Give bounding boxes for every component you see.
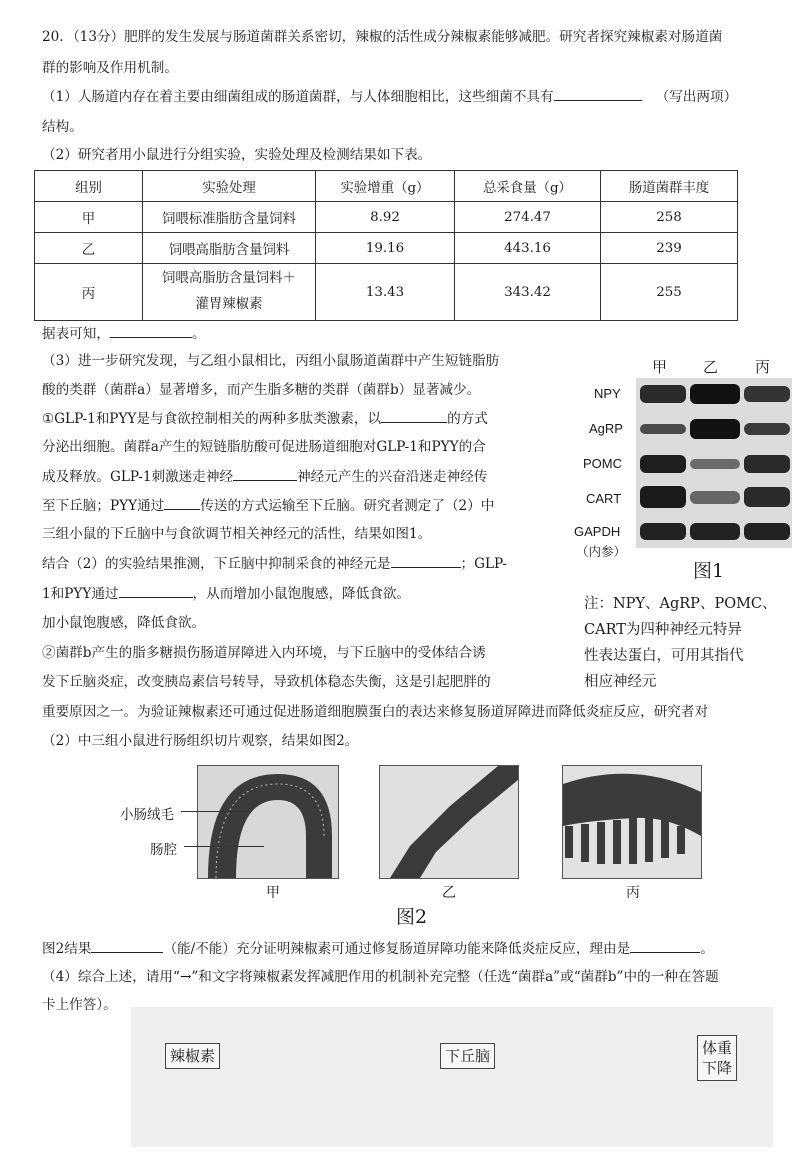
table-cell: 274.47: [455, 202, 601, 233]
table-header-row: [35, 171, 738, 202]
table-header: 实验增重（g）: [316, 171, 455, 202]
after-table-end: 。: [191, 326, 206, 342]
part1-line: [42, 86, 737, 107]
figure1-note-line: 注：NPY、AgRP、POMC、: [584, 596, 777, 612]
part3-line: ②菌群b产生的脂多糖损伤肠道屏障进入内环境，与下丘脑中的受体结合诱: [42, 645, 486, 661]
table-cell: 239: [601, 233, 738, 264]
part1-text-c: 结构。: [42, 119, 83, 135]
fig2-text: （能/不能）充分证明辣椒素可通过修复肠道屏障功能来降低炎症反应，理由是: [163, 941, 631, 957]
blot-band: [744, 386, 790, 402]
answer-blank[interactable]: [119, 583, 193, 598]
figure2-panel-label: 乙: [442, 885, 456, 901]
part3-text: ，从而增加小鼠饱腹感，降低食欲。: [192, 586, 411, 602]
part3-text: ①GLP-1和PYY是与食欲控制相关的两种多肽类激素，以: [42, 411, 382, 427]
fig2-text: 。: [700, 941, 714, 957]
part2-text: （2）研究者用小鼠进行分组实验，实验处理及检测结果如下表。: [42, 147, 432, 163]
question-intro-line1: 20．（13分）肥胖的发生发展与肠道菌群关系密切，辣椒的活性成分辣椒素能够减肥。研究者探究辣椒素对肠道菌: [42, 29, 723, 45]
table-row: [35, 264, 738, 321]
fig2-answer-line: [42, 938, 714, 959]
table-cell: 饲喂高脂肪含量饲料: [143, 233, 316, 264]
results-table: [34, 170, 738, 321]
blot-band: [640, 424, 686, 434]
table-cell: 甲: [35, 202, 143, 233]
table-header: 总采食量（g）: [455, 171, 601, 202]
part3-line: 重要原因之一。为验证辣椒素还可通过促进肠道细胞膜蛋白的表达来修复肠道屏障进而降低炎症反应，研究者对: [42, 704, 709, 720]
answer-blank[interactable]: [110, 323, 192, 338]
blot-lane-label: 甲: [652, 358, 668, 376]
answer-blank[interactable]: [164, 495, 200, 510]
blot-band: [744, 523, 790, 540]
after-table-line: [42, 323, 206, 344]
label-leader-line: [181, 811, 245, 812]
box-weight-loss: [697, 1035, 737, 1081]
part3-line: [42, 583, 410, 604]
table-cell: 丙: [35, 264, 143, 321]
part4-line: （4）综合上述，请用“→”和文字将辣椒素发挥减肥作用的机制补充完整（任选“菌群a”或“菌群b”中的一种在答题: [42, 969, 719, 985]
part3-text: ；GLP-: [460, 556, 507, 572]
answer-blank[interactable]: [233, 466, 297, 481]
answer-blank[interactable]: [391, 553, 461, 568]
after-table-text: 据表可知，: [42, 326, 110, 342]
part1-text-a: （1）人肠道内存在着主要由细菌组成的肠道菌群，与人体细胞相比，这些细菌不具有: [42, 89, 554, 105]
part3-line: （3）进一步研究发现，与乙组小鼠相比，丙组小鼠肠道菌群中产生短链脂肪: [42, 353, 500, 369]
blot-band: [744, 423, 790, 435]
part3-text: 至下丘脑；PYY通过: [42, 498, 165, 514]
table-cell: 255: [601, 264, 738, 321]
blot-protein-label: POMC: [583, 456, 622, 471]
answer-blank[interactable]: [381, 408, 447, 423]
histology-svg: [563, 766, 701, 878]
histology-image-yi: [379, 765, 519, 879]
table-header: 肠道菌群丰度: [601, 171, 738, 202]
table-cell: 饲喂标准脂肪含量饲料: [143, 202, 316, 233]
part3-text: 1和PYY通过: [42, 586, 119, 602]
part3-line: 分泌出细胞。菌群a产生的短链脂肪酸可促进肠道细胞对GLP-1和PYY的合: [42, 439, 486, 455]
figure2-panel-label: 丙: [626, 885, 640, 901]
blot-band: [690, 384, 740, 404]
answer-blank[interactable]: [554, 86, 642, 101]
blot-band: [744, 487, 790, 507]
table-header: 实验处理: [143, 171, 316, 202]
table-row: [35, 233, 738, 264]
blot-band: [640, 385, 686, 403]
answer-blank[interactable]: [630, 938, 700, 953]
blot-band: [640, 486, 686, 508]
part3-text: 神经元产生的兴奋沿迷走神经传: [297, 469, 488, 485]
figure2-caption: 图2: [396, 906, 428, 928]
blot-protein-label: AgRP: [589, 421, 623, 436]
table-header: 组别: [35, 171, 143, 202]
part3-line: [42, 466, 487, 487]
part4-line: 卡上作答）。: [42, 997, 117, 1013]
table-cell: 443.16: [455, 233, 601, 264]
table-cell: 乙: [35, 233, 143, 264]
fig2-text: 图2结果: [42, 941, 92, 957]
histology-image-bing: [562, 765, 702, 879]
part3-line: 三组小鼠的下丘脑中与食欲调节相关神经元的活性，结果如图1。: [42, 526, 432, 542]
figure1-note-line: 相应神经元: [584, 674, 657, 690]
blot-lane-label: 丙: [755, 358, 771, 376]
figure1-caption: 图1: [693, 560, 725, 582]
figure1-note-line: 性表达蛋白，可用其指代: [584, 648, 744, 664]
part3-line: 发下丘脑炎症，改变胰岛素信号转导，导致机体稳态失衡，这是引起肥胖的: [42, 674, 491, 690]
table-cell: 13.43: [316, 264, 455, 321]
part1-text-b: （写出两项）: [655, 89, 738, 105]
blot-protein-label: GAPDH: [574, 524, 621, 539]
box-weight-loss-line: 体重: [702, 1039, 733, 1057]
part3-line: [42, 408, 488, 429]
figure2-panel-label: 甲: [266, 885, 280, 901]
box-capsaicin: 辣椒素: [165, 1043, 220, 1069]
answer-blank[interactable]: [91, 938, 163, 953]
part3-text: 传送的方式运输至下丘脑。研究者测定了（2）中: [200, 498, 495, 514]
blot-band: [744, 455, 790, 473]
histology-svg: [380, 766, 518, 878]
blot-control-note: （内参）: [576, 544, 627, 559]
histology-image-jia: [197, 765, 339, 879]
table-cell-line: 灌胃辣椒素: [195, 297, 263, 312]
blot-band: [690, 491, 740, 504]
table-cell-line: 饲喂高脂肪含量饲料＋: [162, 271, 296, 286]
part3-line: 加小鼠饱腹感，降低食欲。: [42, 615, 206, 631]
figure1-note-line: CART为四种神经元特异: [584, 622, 742, 638]
blot-band: [690, 523, 740, 540]
blot-band: [640, 455, 686, 473]
blot-band: [640, 523, 686, 540]
table-cell: 8.92: [316, 202, 455, 233]
table-cell: 258: [601, 202, 738, 233]
blot-lane-label: 乙: [703, 358, 719, 376]
part3-line: [42, 495, 494, 516]
box-hypothalamus: 下丘脑: [440, 1043, 495, 1069]
part3-text: 的方式: [447, 411, 488, 427]
part3-line: 酸的类群（菌群a）显著增多，而产生脂多糖的类群（菌群b）显著减少。: [42, 382, 481, 398]
figure1-note: [584, 591, 777, 695]
table-cell: [143, 264, 316, 321]
label-lumen: 肠腔: [150, 842, 177, 858]
blot-protein-label: NPY: [594, 386, 621, 401]
table-row: [35, 202, 738, 233]
part3-line: [42, 553, 507, 574]
blot-band: [690, 459, 740, 469]
part3-text: 成及释放。GLP-1刺激迷走神经: [42, 469, 234, 485]
label-leader-line: [184, 846, 264, 847]
label-villus: 小肠绒毛: [120, 807, 174, 823]
box-weight-loss-line: 下降: [702, 1059, 733, 1077]
histology-svg: [198, 766, 338, 878]
mechanism-answer-area[interactable]: [131, 1007, 773, 1147]
part3-line: （2）中三组小鼠进行肠组织切片观察，结果如图2。: [42, 733, 359, 749]
question-intro-line2: 群的影响及作用机制。: [42, 60, 178, 76]
table-cell: 19.16: [316, 233, 455, 264]
table-cell: 343.42: [455, 264, 601, 321]
part3-text: 结合（2）的实验结果推测，下丘脑中抑制采食的神经元是: [42, 556, 391, 572]
blot-protein-label: CART: [586, 491, 622, 506]
blot-band: [690, 419, 740, 439]
